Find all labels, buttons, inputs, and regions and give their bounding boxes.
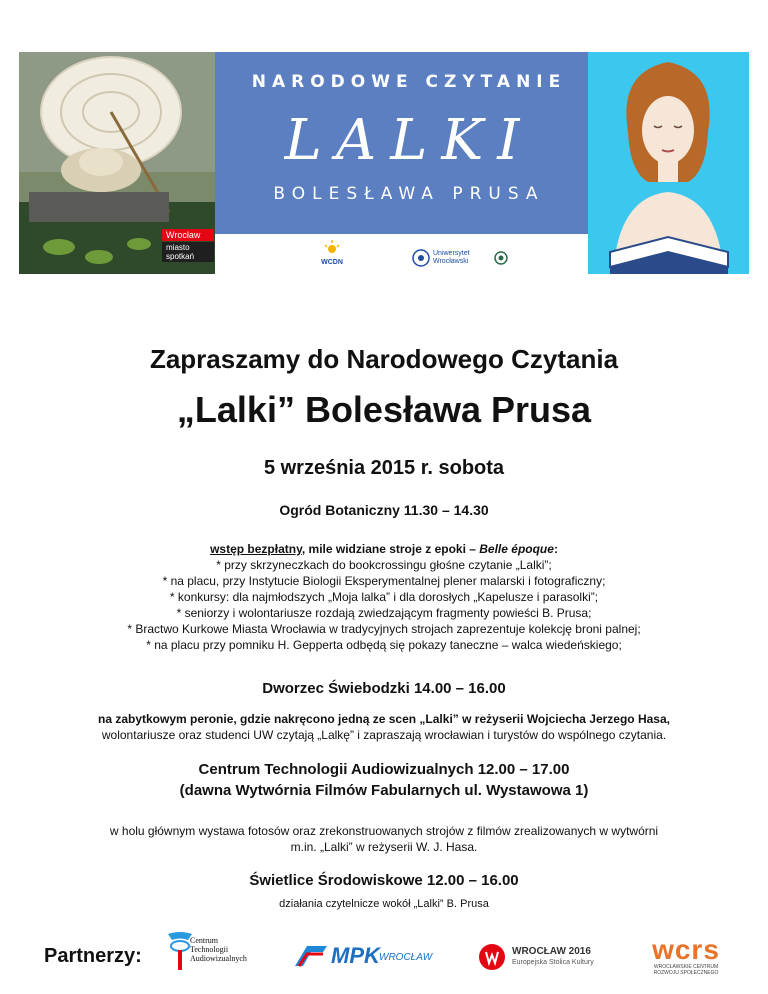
wcrs-text: wcrs [652, 934, 720, 965]
section3-line1: w holu głównym wystawa fotosów oraz zrekonstruowanych strojów z filmów zrealizowanych w wytwórni [109, 824, 659, 838]
uw-logo-line2: Wrocławski [433, 258, 469, 265]
library-seal-icon [494, 251, 508, 265]
banner-big-text: LALKI [284, 108, 534, 173]
event-date: 5 września 2015 r. sobota [263, 457, 505, 479]
mpk-text: MPK [331, 943, 380, 968]
mpk-tram-icon [293, 942, 329, 968]
intro-end-text: : [553, 542, 558, 556]
section1-item-1: * przy skrzyneczkach do bookcrossingu głośne czytanie „Lalki”; [216, 558, 552, 572]
section1-item-2: * na placu, przy Instytucie Biologii Eksperymentalnej plener malarski i fotograficzny; [162, 574, 606, 588]
wcdn-logo [312, 240, 352, 266]
mpk-sub-text: WROCŁAW [379, 952, 433, 963]
section1-item-3: * konkursy: dla najmłodszych „Moja lalka” i dla dorosłych „Kapelusze i parasolki”; [169, 590, 599, 604]
wcrs-sub2: ROZWOJU SPOŁECZNEGO [653, 970, 719, 976]
esk-logo-icon [478, 943, 506, 971]
heading-line2: „Lalki” Bolesława Prusa [176, 389, 592, 430]
wcdn-logo-text: WCDN [321, 259, 343, 266]
section3-line2: m.in. „Lalki” w reżyserii W. J. Hasa. [290, 840, 478, 854]
cta-line1: Centrum [190, 936, 218, 945]
banner-top-text: NARODOWE CZYTANIE [251, 72, 567, 92]
section1-intro [0, 541, 768, 557]
esk-line2: Europejska Stolica Kultury [512, 959, 594, 966]
wcrs-sub1: WROCŁAWSKIE CENTRUM [653, 964, 719, 970]
wroclaw-logo: Wrocław [162, 229, 214, 241]
partners-label: Partnerzy: [44, 945, 142, 967]
uw-logo [412, 249, 470, 267]
uw-logo-line1: Uniwersytet [433, 250, 470, 257]
venue-community-centers: Świetlice Środowiskowe 12.00 – 16.00 [249, 872, 519, 889]
cta-partner-logo [166, 932, 256, 978]
free-entry-text: wstęp bezpłatny [210, 542, 302, 556]
uw-seal-icon [412, 249, 430, 267]
section2-line1: na zabytkowym peronie, gdzie nakręcono jedną ze scen „Lalki” w reżyserii Wojciecha Jerzego Hasa, [98, 712, 670, 726]
reader-illustration [588, 52, 749, 274]
venue-botanical-garden: Ogród Botaniczny 11.30 – 14.30 [279, 502, 489, 518]
venue-cta: Centrum Technologii Audiowizualnych 12.00 – 17.00 [198, 761, 570, 778]
wroclaw-logo-tagline: miasto spotkań [162, 242, 214, 262]
banner-sub-text: BOLESŁAWA PRUSA [273, 184, 545, 204]
esk-line1: WROCŁAW 2016 [512, 946, 591, 957]
mpk-partner-logo [293, 940, 433, 970]
belle-epoque-text: Belle époque [479, 542, 554, 556]
esk-partner-logo [478, 943, 608, 973]
intro-rest-text: , mile widziane stroje z epoki – [301, 542, 480, 556]
venue-swiebodzki-station: Dworzec Świebodzki 14.00 – 16.00 [262, 680, 506, 697]
sun-icon [323, 240, 341, 254]
section1-item-4: * seniorzy i wolontariusze rozdają zwiedzającym fragmenty powieści B. Prusa; [176, 606, 592, 620]
section4-line1: działania czytelnicze wokół „Lalki” B. Prusa [279, 898, 489, 910]
heading-line1: Zapraszamy do Narodowego Czytania [149, 344, 619, 374]
section2-line2: wolontariusze oraz studenci UW czytają „Lalkę” i zapraszają wrocławian i turystów do wspólnego czytania. [101, 728, 667, 742]
wcrs-partner-logo [641, 936, 731, 980]
cta-line2: Technologii [190, 945, 229, 954]
section1-item-6: * na placu przy pomniku H. Gepperta odbędą się pokazy taneczne – walca wiedeńskiego; [146, 638, 622, 652]
venue-cta-address: (dawna Wytwórnia Filmów Fabularnych ul. Wystawowa 1) [179, 782, 589, 799]
logo-strip [215, 234, 603, 274]
section1-item-5: * Bractwo Kurkowe Miasta Wrocławia w tradycyjnych strojach zaprezentuje kolekcję broni palnej; [127, 622, 641, 636]
cta-line3: Audiowizualnych [190, 954, 247, 963]
